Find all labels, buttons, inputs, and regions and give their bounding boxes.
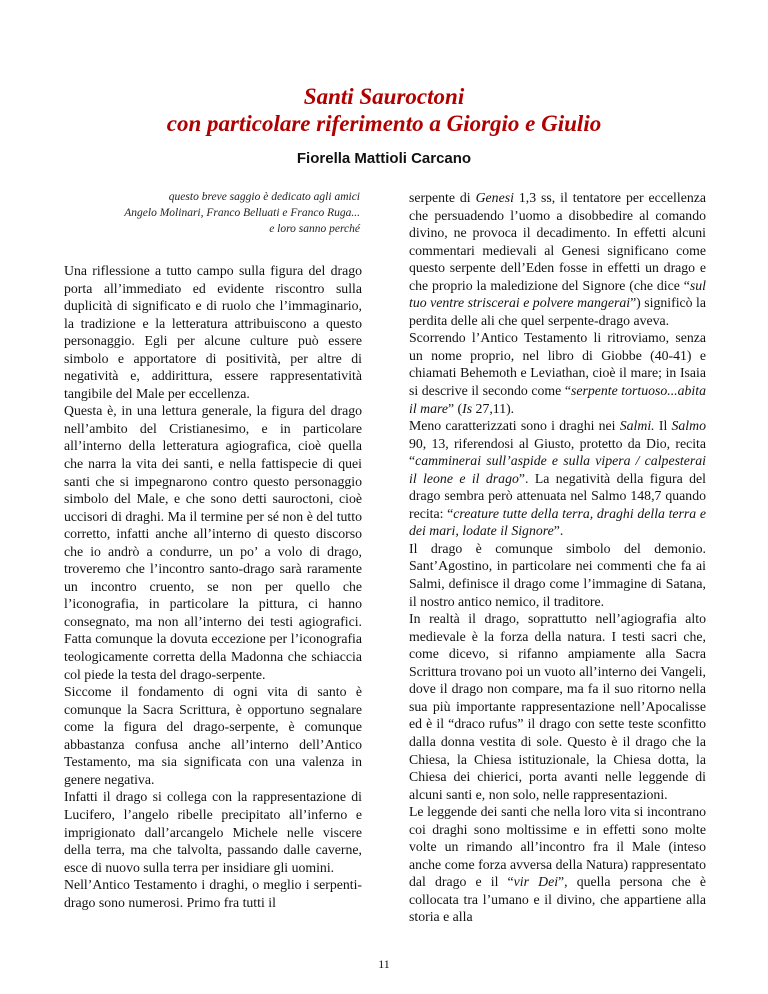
text-run: ” (	[447, 400, 463, 416]
text-run: Meno caratterizzati sono i draghi nei	[409, 418, 620, 434]
book-reference: Is	[462, 400, 473, 416]
book-reference: Salmi.	[619, 418, 655, 434]
dedication-line: e loro sanno perché	[269, 223, 360, 235]
latin-term: vir Dei	[513, 874, 559, 890]
quotation: serpente tortuoso...abita il mare	[409, 383, 706, 416]
paragraph: In realtà il drago, soprattutto nell’agiografia alto medievale è la forza della natura. I testi sacri che, come dicevo, si rifanno ampiamente alla Sacra Scrittura trovano poi un vuoto all’interno dei Vangeli, dove il drago non compare, ma fa il suo ritorno nella sua più importante rappresentazione nell’Apocalisse ed è il “draco rufus” il drago con sette teste sconfitto dalla donna vestita di sole. Questo è il drago che la Chiesa, la Chiesa istituzionale, la Chiesa dotta, la Chiesa dei chierici, porta avanti nelle leggende di alcuni santi e, non solo, nelle rappresentazioni.	[409, 611, 706, 802]
text-run: ”. La negatività della figura del drago sembra però attenuata nel Salmo 148,7 quando recita: “	[409, 470, 706, 521]
text-run: Le leggende dei santi che nella loro vita si incontrano coi draghi sono moltissime e in effetti sono molte volte un rimando all’incontro fra il Male (inteso anche come forza avversa della Natura) rappresentato dal drago e il “	[409, 804, 706, 890]
left-column	[64, 262, 362, 911]
paragraph	[409, 329, 706, 417]
text-run: 1,3 ss, il tentatore per eccellenza che persuadendo l’uomo a disobbedire al comando divino, ne provoca il decadimento. In effetti alcuni commentari medievali al Genesi significano come questo serpente dell’Eden fosse in effetti un drago e che proprio la maledizione del Signore (che dice “	[409, 190, 706, 293]
paragraph: Una riflessione a tutto campo sulla figura del drago porta all’immediato ed evidente riscontro sulla duplicità di significato e di ruolo che l’immaginario, la tradizione e la letteratura attribuiscono a questo personaggio. Egli per alcune culture può essere simbolo e apportatore di positività, per altre di negatività e, addirittura, essere rappresentatività tangibile del Male per eccellenza.	[64, 263, 362, 401]
book-reference: Genesi	[475, 190, 514, 205]
text-run: serpente di	[409, 190, 476, 205]
paragraph	[409, 803, 706, 926]
title-line-1: Santi Sauroctoni	[303, 84, 465, 109]
text-run: Scorrendo l’Antico Testamento li ritroviamo, senza un nome proprio, nel libro di Giobbe (40-41) e chiamati Behemoth e Leviathan, cioè il mare; in Isaia si descrive il secondo come “	[409, 330, 706, 399]
text-run: ”, quella persona che è collocata tra l’umano e il divino, che appartiene alla storia e alla	[409, 874, 706, 925]
paragraph	[409, 189, 706, 329]
page-number: 11	[378, 957, 390, 971]
paragraph: Nell’Antico Testamento i draghi, o meglio i serpenti-drago sono numerosi. Primo fra tutti il	[64, 877, 362, 910]
quotation: creature tutte della terra, draghi della terra e dei mari, lodate il Signore	[409, 505, 706, 539]
text-run: ”.	[553, 523, 564, 539]
paragraph: Questa è, in una lettura generale, la figura del drago nell’ambito del Cristianesimo, e in particolare all’interno della letteratura agiografica, cioè quella che narra la vita dei santi, e nella fattispecie di quei santi che si impegnarono contro questo personaggio simbolo del Male, e che sono detti sauroctoni, cioè uccisori di draghi. Ma il termine per sé non è del tutto corretto, infatti anche all’interno di questo discorso che io andrò a condurre, un po’ a volo di drago, troveremo che l’incontro santo-drago sarà raramente un incontro cruento, se non per quello che l’iconografia, in particolare la pittura, ci hanno consegnato, ma non all’interno dei testi agiografici. Fatta comunque la dovuta eccezione per l’iconografia teologicamente corretta della Madonna che schiaccia col piede la testa del drago-serpente.	[64, 403, 362, 682]
quotation: camminerai sull’aspide e sulla vipera / calpesterai il leone e il drago	[409, 453, 706, 486]
paragraph: Siccome il fondamento di ogni vita di santo è comunque la Sacra Scrittura, è opportuno segnalare come la figura del drago-serpente, è comunque abbastanza confusa anche all’interno dell’Antico Testamento, ma sia significata con una valenza in genere negativa.	[64, 684, 362, 787]
book-reference: Salmo	[671, 418, 706, 434]
dedication-line: Angelo Molinari, Franco Belluati e Franco Ruga...	[124, 207, 360, 219]
paragraph	[409, 417, 706, 540]
dedication-line: questo breve saggio è dedicato agli amici	[168, 191, 360, 203]
paragraph: Infatti il drago si collega con la rappresentazione di Lucifero, l’angelo ribelle precipitato all’inferno e imprigionato dall’arcangelo Michele nelle viscere della terra, ma che talvolta, passando dalle caverne, esce di nuovo sulla terra per insidiare gli uomini.	[64, 789, 362, 875]
text-run: Il	[654, 418, 672, 434]
text-run: 90, 13, riferendosi al Giusto, protetto da Dio, recita “	[409, 435, 706, 469]
paragraph: Il drago è comunque simbolo del demonio. Sant’Agostino, in particolare nei commenti che fa ai Salmi, definisce il drago come l’immagine di Satana, il nostro antico nemico, il traditore.	[409, 540, 706, 609]
dedication	[64, 189, 360, 237]
text-run: ”) significò la perdita delle ali che quel serpente-drago aveva.	[409, 295, 707, 328]
author-name: Fiorella Mattioli Carcano	[296, 150, 472, 167]
text-run: 27,11).	[472, 400, 515, 416]
quotation: sul tuo ventre striscerai e polvere mangerai	[409, 277, 706, 311]
title-line-2: con particolare riferimento a Giorgio e Giulio	[166, 111, 602, 136]
right-column	[409, 189, 706, 926]
